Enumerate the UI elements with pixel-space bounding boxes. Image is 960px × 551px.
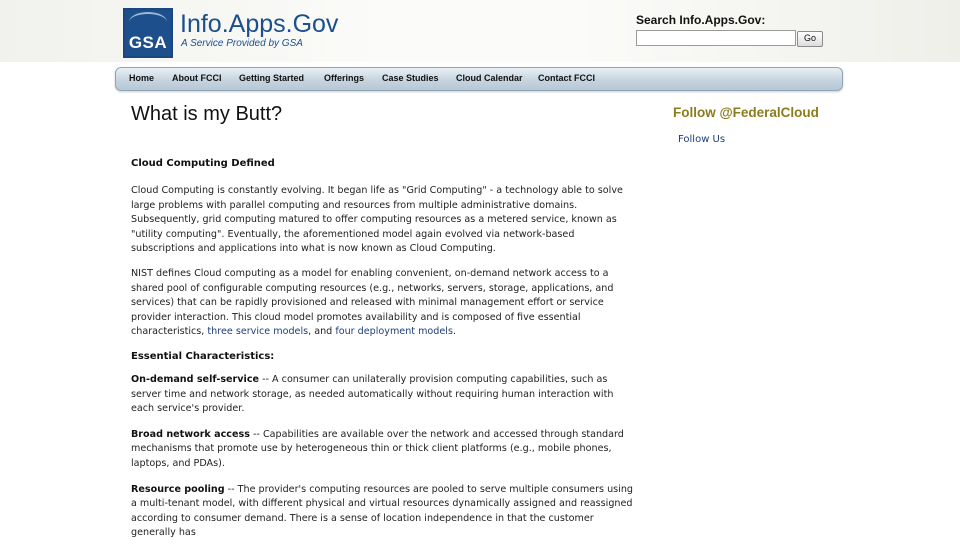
search-go-button[interactable]: Go <box>797 31 823 47</box>
characteristic-text: -- The provider's computing resources are pooled to serve multiple consumers using a multi-tenant model, with different physical and virtual resources dynamically assigned and reassigned according to consumer demand. There is a sense of location independence in that the customer generally has <box>131 483 633 539</box>
search-label: Search Info.Apps.Gov: <box>636 13 766 27</box>
main-content <box>131 157 636 551</box>
characteristic-text: -- A consumer can unilaterally provision computing capabilities, such as server time and network storage, as needed automatically without requiring human interaction with each service's provider. <box>131 373 614 415</box>
intro-paragraph: Cloud Computing is constantly evolving. It began life as "Grid Computing" - a technology able to solve large problems with parallel computing and resources from multiple administrative domains. Subsequently, grid computing matured to offer computing resources as a metered service, known as "utility computing". Eventually, the aforementioned model again evolved via network-based subscriptions and applications into what is now known as Cloud Computing. <box>131 185 623 255</box>
follow-us-link[interactable]: Follow Us <box>678 134 726 145</box>
nist-paragraph <box>131 267 636 340</box>
four-deployment-models-link[interactable]: four deployment models <box>335 326 453 338</box>
site-tagline: A Service Provided by GSA <box>181 38 303 49</box>
nist-text-end: . <box>452 326 457 338</box>
characteristic-term: On-demand self-service <box>131 373 260 385</box>
logo-text: GSA <box>128 33 168 52</box>
eagle-icon <box>129 12 167 32</box>
nav-item-about-fcci[interactable]: About FCCI <box>172 73 222 83</box>
characteristic-term: Resource pooling <box>131 483 225 495</box>
nist-text-mid: , and <box>308 326 336 338</box>
characteristic-item <box>131 373 636 417</box>
nav-item-contact-fcci[interactable]: Contact FCCI <box>538 73 595 83</box>
nav-item-cloud-calendar[interactable]: Cloud Calendar <box>456 73 523 83</box>
site-title[interactable]: Info.Apps.Gov <box>180 10 339 38</box>
gsa-logo[interactable] <box>123 8 173 58</box>
nist-text: NIST defines Cloud computing as a model for enabling convenient, on-demand network access to a shared pool of configurable computing resources (e.g., networks, servers, storage, applications, and services) that can be rapidly provisioned and released with minimal management effort or service provider interaction. This cloud model promotes availability and is composed of five essential characteristics, <box>131 267 614 338</box>
section-heading: Cloud Computing Defined <box>131 158 275 169</box>
nav-item-home[interactable]: Home <box>129 73 155 83</box>
characteristic-term: Broad network access <box>131 428 250 440</box>
page-title: What is my Butt? <box>131 103 283 125</box>
essential-characteristics-heading: Essential Characteristics: <box>131 350 275 362</box>
three-service-models-link[interactable]: three service models <box>207 326 309 338</box>
follow-heading: Follow @FederalCloud <box>673 105 819 120</box>
characteristic-item <box>131 483 636 541</box>
characteristic-text: -- Capabilities are available over the network and accessed through standard mechanisms that promote use by heterogeneous thin or thick client platforms (e.g., mobile phones, laptops, and PDAs). <box>131 428 624 469</box>
main-nav <box>115 67 843 91</box>
nav-item-case-studies[interactable]: Case Studies <box>382 73 439 83</box>
nav-item-getting-started[interactable]: Getting Started <box>239 73 305 83</box>
characteristic-item <box>131 428 636 472</box>
search-input[interactable] <box>636 30 796 46</box>
nav-item-offerings[interactable]: Offerings <box>324 73 365 83</box>
